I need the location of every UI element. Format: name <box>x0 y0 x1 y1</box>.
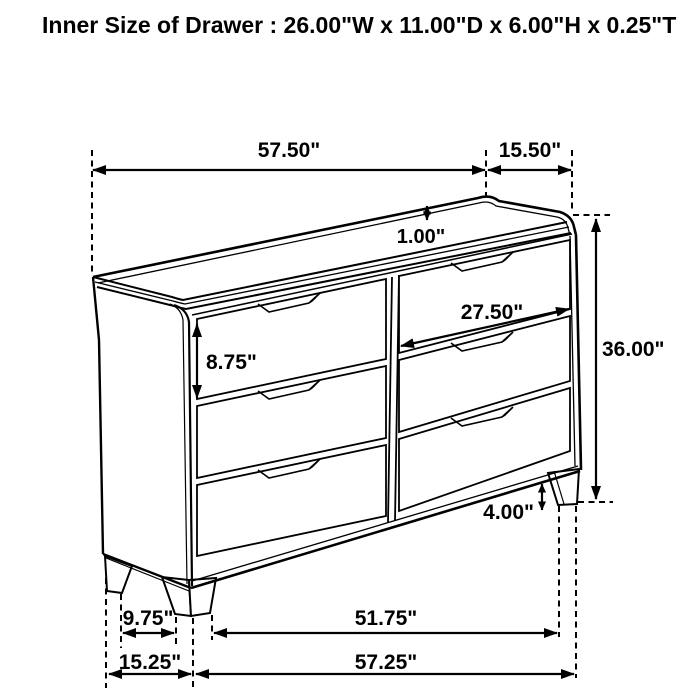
dim-label-leg-span-width: 51.75" <box>354 607 418 630</box>
front-left-corner-inner <box>170 304 187 584</box>
dresser <box>93 197 581 616</box>
dim-label-top-thickness: 1.00" <box>396 226 446 248</box>
page-title: Inner Size of Drawer : 26.00"W x 11.00"D x 6.00"H x 0.25"T <box>42 12 677 38</box>
dim-label-base-width: 57.25" <box>354 651 418 674</box>
front-right-leg <box>548 469 579 505</box>
dim-label-leg-height: 4.00" <box>483 501 534 524</box>
dim-label-top-depth: 15.50" <box>498 139 562 162</box>
rear-left-leg <box>105 556 132 593</box>
side-panel-left-edge <box>93 277 103 554</box>
dim-label-drawer-width: 27.50" <box>460 301 524 324</box>
dim-label-base-depth: 15.25" <box>118 651 182 674</box>
dim-label-drawer-height: 8.75" <box>206 351 257 374</box>
right-edge-outer <box>576 235 581 470</box>
dim-label-top-width: 57.50" <box>257 139 321 162</box>
dim-label-overall-height: 36.00" <box>602 338 665 361</box>
dim-label-leg-span-depth: 9.75" <box>122 607 174 630</box>
center-stile-left-line <box>388 277 392 523</box>
